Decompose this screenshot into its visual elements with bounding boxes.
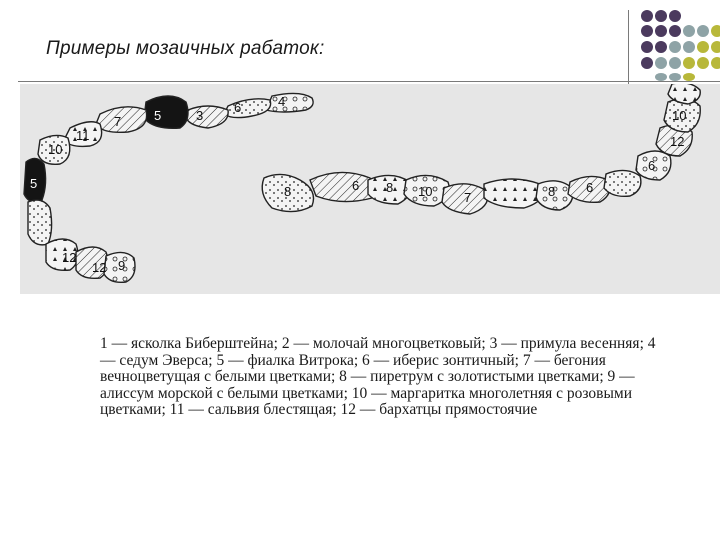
right-chain-label: 10 <box>672 108 687 123</box>
mosaic-flowerbed-drawing <box>20 84 720 294</box>
center-chain-label: 8 <box>548 184 556 199</box>
slide-title: Примеры мозаичных рабаток: <box>46 38 325 59</box>
left-chain-label: 5 <box>30 176 38 191</box>
center-chain-label: 10 <box>418 184 433 199</box>
left-chain-label: 4 <box>278 94 286 109</box>
left-chain-label: 7 <box>114 114 122 129</box>
center-chain-label: 8 <box>386 180 394 195</box>
left-chain-label: 11 <box>76 128 90 143</box>
center-chain-label: 7 <box>464 190 472 205</box>
right-chain-label: 6 <box>648 158 656 173</box>
left-chain-label: 6 <box>234 100 242 115</box>
left-chain-label: 5 <box>154 108 162 123</box>
left-chain-label: 9 <box>118 258 126 273</box>
decorative-dot-grid <box>639 10 720 85</box>
center-chain-label: 8 <box>284 184 292 199</box>
horizontal-rule <box>18 81 720 82</box>
legend-caption: 1 — ясколка Биберштейна; 2 — молочай многоцветковый; 3 — примула весенняя; 4 — седум Эверса; 5 — фиалка Витрока; 6 — иберис зонтичный; 7 — бегония вечноцветущая с белыми цветками; 8 — пиретрум с золотистыми цветками; 9 — алиссум морской с белыми цветками; 10 — маргаритка многолетняя с розовыми цветками; 11 — сальвия блестящая; 12 — бархатцы прямостоячие <box>100 335 656 419</box>
right-chain-label: 12 <box>670 134 685 149</box>
center-chain-label: 6 <box>352 178 360 193</box>
left-chain-label: 12 <box>62 250 77 265</box>
left-chain-label: 10 <box>48 142 63 157</box>
left-chain-label: 12 <box>92 260 107 275</box>
center-chain-label: 6 <box>586 180 594 195</box>
left-chain-label: 3 <box>196 108 204 123</box>
